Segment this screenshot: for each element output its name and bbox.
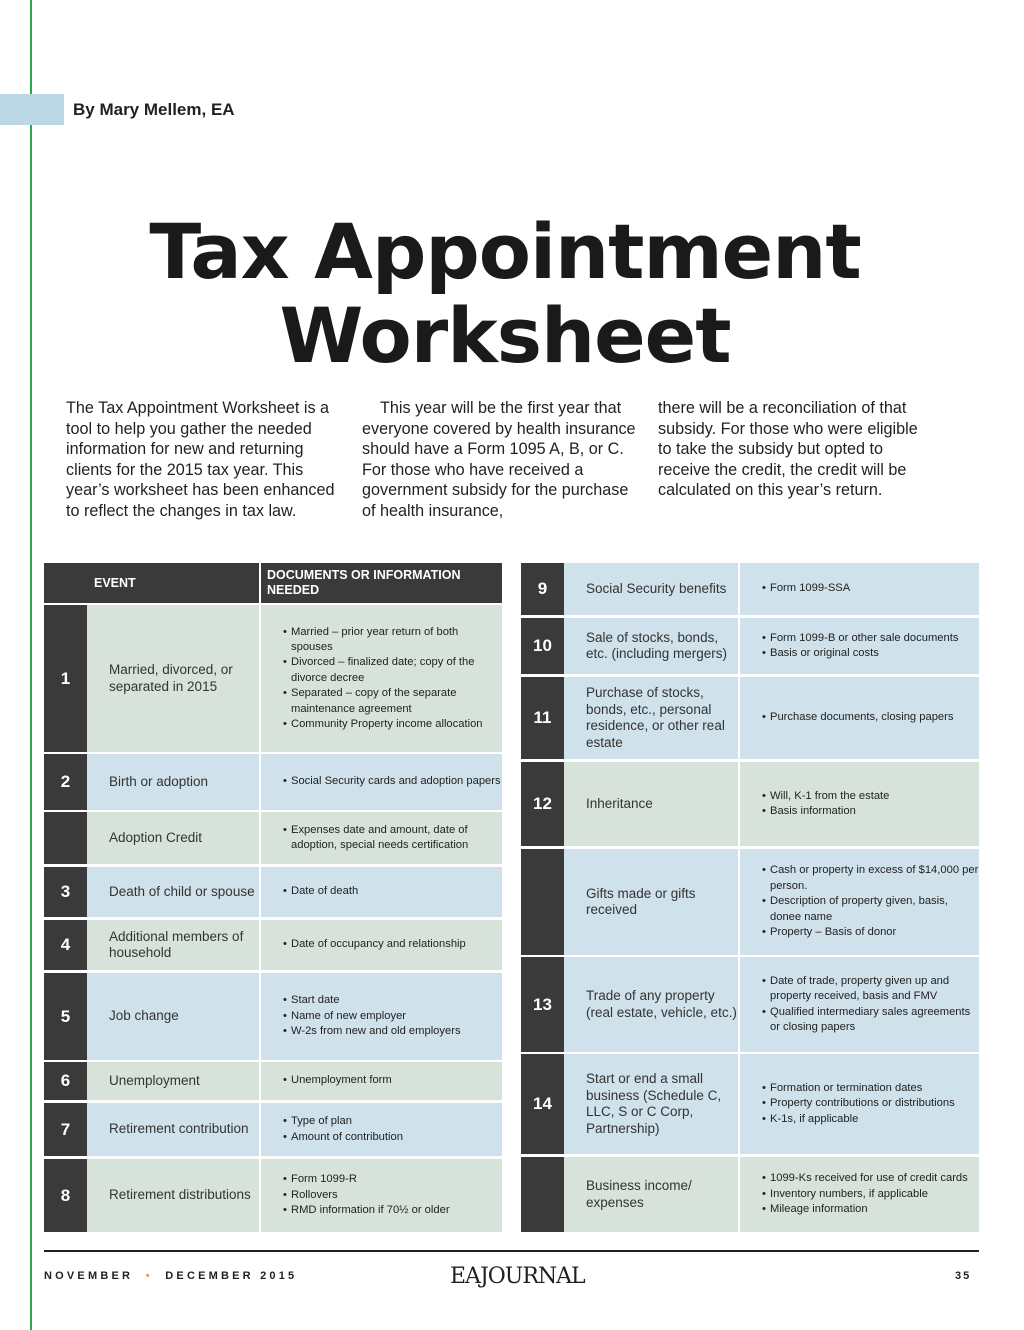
documents-list — [283, 625, 502, 733]
document-item: • Basis information — [762, 804, 889, 819]
documents-list — [762, 1171, 968, 1217]
ea-journal-logo: EAJOURNAL — [450, 1264, 585, 1289]
intro-column-1: The Tax Appointment Worksheet is a tool to help you gather the needed information for new and returning clients for the 2015 tax year. This year’s worksheet has been enhanced to reflect the changes in tax law. — [66, 399, 335, 520]
event-cell: Unemployment — [87, 1062, 261, 1100]
event-cell: Death of child or spouse — [87, 867, 261, 917]
table-row — [44, 605, 502, 752]
documents-cell — [261, 920, 502, 970]
table-row — [44, 973, 502, 1060]
event-cell: Adoption Credit — [87, 812, 261, 864]
documents-cell — [740, 677, 979, 759]
intro-column-3: there will be a reconciliation of that subsidy. For those who were eligible to take the subsidy but opted to receive the credit, the credit will be calculated on this year’s return. — [658, 399, 918, 499]
document-item: • Separated – copy of the separate maintenance agreement — [283, 686, 502, 717]
intro-column-2 — [362, 398, 638, 521]
document-item: • RMD information if 70½ or older — [283, 1203, 450, 1218]
documents-cell — [261, 973, 502, 1060]
document-item: • Date of trade, property given up and property received, basis and FMV — [762, 974, 979, 1005]
document-item: • W-2s from new and old employers — [283, 1024, 461, 1039]
header-event: EVENT — [44, 563, 261, 603]
document-item: • Qualified intermediary sales agreements or closing papers — [762, 1005, 979, 1036]
documents-cell — [261, 1159, 502, 1232]
documents-cell — [740, 1054, 979, 1154]
event-cell: Trade of any property (real estate, vehicle, etc.) — [564, 957, 740, 1052]
event-cell: Job change — [87, 973, 261, 1060]
event-cell: Purchase of stocks, bonds, etc., personal residence, or other real estate — [564, 677, 740, 759]
table-row — [521, 1157, 979, 1232]
document-item: • Basis or original costs — [762, 646, 958, 661]
documents-cell — [740, 618, 979, 674]
table-header — [44, 563, 502, 603]
row-number: 3 — [44, 867, 87, 917]
event-cell: Married, divorced, or separated in 2015 — [87, 605, 261, 752]
documents-cell — [261, 1103, 502, 1156]
document-item: • Name of new employer — [283, 1009, 461, 1024]
document-item: • Amount of contribution — [283, 1130, 403, 1145]
document-item: • Divorced – finalized date; copy of the divorce decree — [283, 655, 502, 686]
document-item: • Community Property income allocation — [283, 717, 502, 732]
documents-list — [283, 774, 501, 789]
event-cell: Sale of stocks, bonds, etc. (including mergers) — [564, 618, 740, 674]
date-separator-dot: • — [139, 1270, 160, 1282]
documents-list — [283, 1114, 403, 1145]
row-number — [521, 1157, 564, 1232]
issue-date — [44, 1270, 297, 1282]
row-number: 2 — [44, 754, 87, 810]
documents-cell — [261, 605, 502, 752]
document-item: • 1099-Ks received for use of credit cards — [762, 1171, 968, 1186]
document-item: • Mileage information — [762, 1202, 968, 1217]
table-row — [521, 618, 979, 674]
document-item: • Description of property given, basis, donee name — [762, 894, 979, 925]
title-line-1: Tax Appointment — [149, 207, 861, 296]
row-number: 11 — [521, 677, 564, 759]
row-number: 1 — [44, 605, 87, 752]
document-item: • Start date — [283, 993, 461, 1008]
document-item: • Married – prior year return of both spouses — [283, 625, 502, 656]
event-cell: Business income/ expenses — [564, 1157, 740, 1232]
documents-list — [762, 581, 850, 596]
event-cell: Social Security benefits — [564, 563, 740, 615]
documents-cell — [261, 1062, 502, 1100]
page-number: 35 — [955, 1270, 972, 1282]
documents-list — [283, 1172, 450, 1218]
table-row — [44, 1062, 502, 1100]
document-item: • Will, K-1 from the estate — [762, 789, 889, 804]
row-number: 5 — [44, 973, 87, 1060]
documents-list — [762, 863, 979, 940]
row-number: 4 — [44, 920, 87, 970]
document-item: • K-1s, if applicable — [762, 1112, 955, 1127]
documents-list — [762, 710, 953, 725]
row-number: 7 — [44, 1103, 87, 1156]
margin-rule — [30, 0, 32, 1330]
documents-cell — [261, 812, 502, 864]
event-cell: Retirement contribution — [87, 1103, 261, 1156]
documents-list — [283, 823, 502, 854]
document-item: • Unemployment form — [283, 1073, 392, 1088]
document-item: • Inventory numbers, if applicable — [762, 1187, 968, 1202]
documents-list — [762, 1081, 955, 1127]
event-cell: Gifts made or gifts received — [564, 849, 740, 955]
documents-cell — [740, 849, 979, 955]
byline: By Mary Mellem, EA — [73, 100, 235, 119]
document-item: • Social Security cards and adoption papers — [283, 774, 501, 789]
event-cell: Additional members of household — [87, 920, 261, 970]
document-item: • Form 1099-B or other sale documents — [762, 631, 958, 646]
document-item: • Expenses date and amount, date of adoption, special needs certification — [283, 823, 502, 854]
event-cell: Retirement distributions — [87, 1159, 261, 1232]
document-item: • Cash or property in excess of $14,000 per person. — [762, 863, 979, 894]
documents-list — [283, 993, 461, 1039]
table-row — [521, 1054, 979, 1154]
documents-list — [283, 937, 466, 952]
issue-year: 2015 — [260, 1270, 298, 1282]
event-cell: Start or end a small business (Schedule C, LLC, S or C Corp, Partnership) — [564, 1054, 740, 1154]
document-item: • Property contributions or distributions — [762, 1096, 955, 1111]
table-row — [521, 762, 979, 846]
document-item: • Purchase documents, closing papers — [762, 710, 953, 725]
byline-accent-bar — [0, 94, 64, 125]
table-row — [521, 563, 979, 615]
documents-cell — [740, 762, 979, 846]
row-number: 13 — [521, 957, 564, 1052]
event-cell: Inheritance — [564, 762, 740, 846]
issue-month-start: NOVEMBER — [44, 1270, 134, 1282]
article-title — [0, 207, 1010, 380]
documents-cell — [740, 957, 979, 1052]
document-item: • Type of plan — [283, 1114, 403, 1129]
documents-list — [283, 1073, 392, 1088]
document-item: • Date of occupancy and relationship — [283, 937, 466, 952]
document-item: • Rollovers — [283, 1188, 450, 1203]
table-row — [44, 812, 502, 864]
row-number: 6 — [44, 1062, 87, 1100]
table-row — [521, 849, 979, 955]
documents-cell — [740, 563, 979, 615]
document-item: • Date of death — [283, 884, 358, 899]
document-item: • Property – Basis of donor — [762, 925, 979, 940]
row-number: 9 — [521, 563, 564, 615]
row-number: 14 — [521, 1054, 564, 1154]
row-number: 8 — [44, 1159, 87, 1232]
table-row — [44, 1159, 502, 1232]
footer-rule — [44, 1250, 979, 1252]
table-row — [521, 677, 979, 759]
documents-cell — [740, 1157, 979, 1232]
title-line-2: Worksheet — [279, 291, 731, 380]
documents-list — [283, 884, 358, 899]
event-cell: Birth or adoption — [87, 754, 261, 810]
document-item: • Form 1099-SSA — [762, 581, 850, 596]
table-row — [44, 867, 502, 917]
documents-list — [762, 631, 958, 662]
row-number: 10 — [521, 618, 564, 674]
intro-column-2-text: This year will be the first year that everyone covered by health insurance should have a Form 1095 A, B, or C. For those who have received a government subsidy for the purchase of health insurance, — [362, 399, 636, 520]
documents-cell — [261, 754, 502, 810]
table-row — [44, 754, 502, 810]
documents-list — [762, 789, 889, 820]
header-documents: DOCUMENTS OR INFORMATION NEEDED — [267, 568, 461, 597]
table-row — [44, 920, 502, 970]
table-row — [44, 1103, 502, 1156]
documents-cell — [261, 867, 502, 917]
table-row — [521, 957, 979, 1052]
row-number — [44, 812, 87, 864]
documents-list — [762, 974, 979, 1036]
row-number: 12 — [521, 762, 564, 846]
document-item: • Formation or termination dates — [762, 1081, 955, 1096]
issue-month-end: DECEMBER — [165, 1270, 254, 1282]
document-item: • Form 1099-R — [283, 1172, 450, 1187]
row-number — [521, 849, 564, 955]
